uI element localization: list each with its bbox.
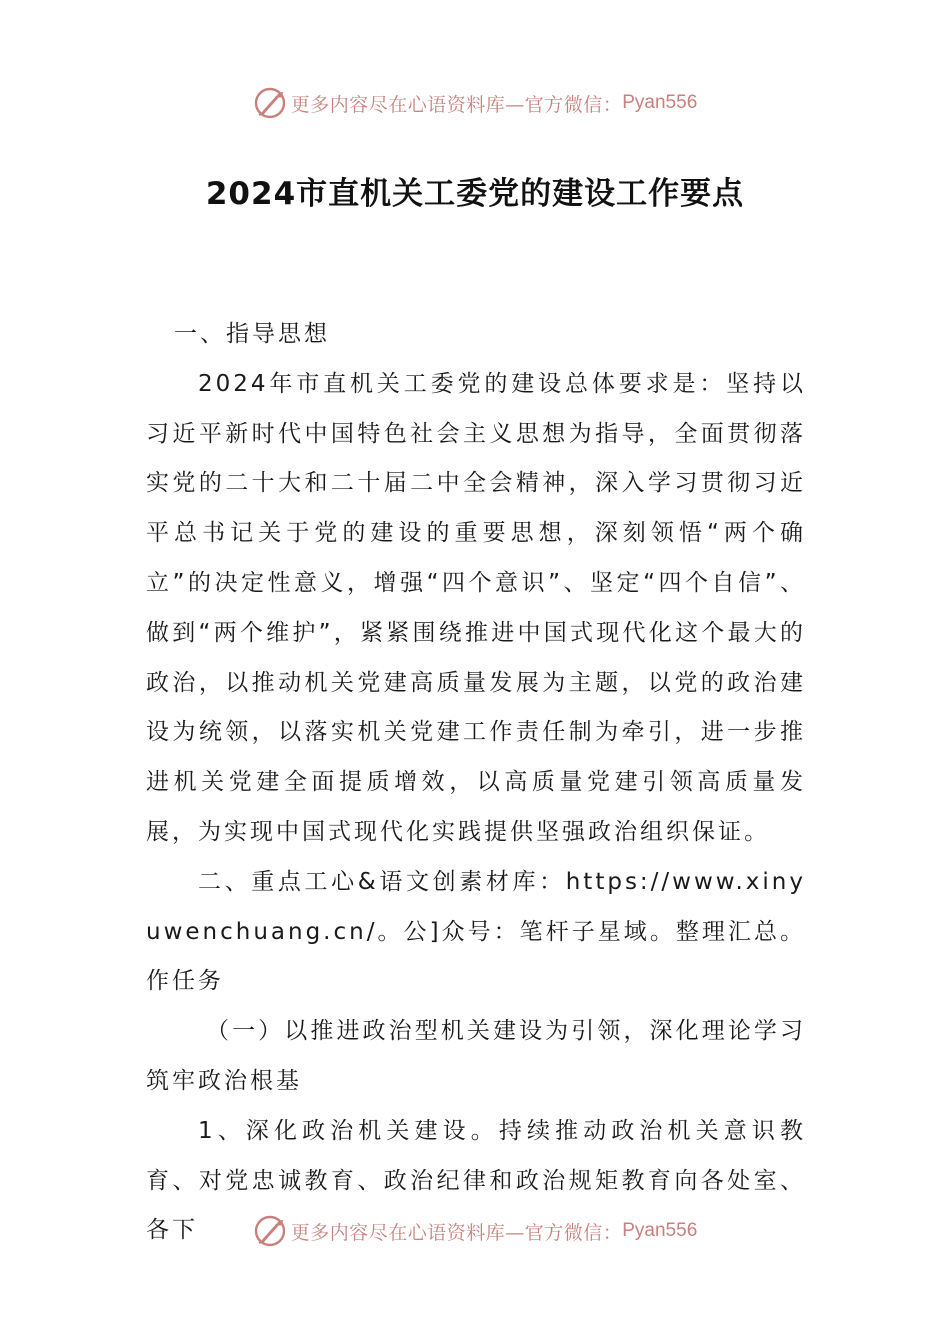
paragraph-general-requirements: 2024年市直机关工委党的建设总体要求是：坚持以习近平新时代中国特色社会主义思想为指导，全面贯彻落实党的二十大和二十届二中全会精神，深入学习贯彻习近平总书记关于党的建设的重要思想，深刻领悟“两个确立”的决定性意义，增强“四个意识”、坚定“四个自信”、做到“两个维护”，紧紧围绕推进中国式现代化这个最大的政治，以推动机关党建高质量发展为主题，以党的政治建设为统领，以落实机关党建工作责任制为牵引，进一步推进机关党建全面提质增效，以高质量党建引领高质量发展，为实现中国式现代化实践提供坚强政治组织保证。	[146, 370, 806, 845]
watermark-wechat-id: Pyan556	[622, 92, 698, 113]
section-heading-key-tasks: 二、重点工心&语文创素材库：https://www.xinyuwenchuang.cn/。公]众号：笔杆子星域。整理汇总。作任务	[146, 868, 806, 995]
watermark-wechat-id: Pyan556	[622, 1220, 698, 1241]
footer-watermark	[0, 1209, 950, 1253]
watermark-text: 更多内容尽在心语资料库—官方微信：	[290, 1221, 623, 1244]
document-title: 2024市直机关工委党的建设工作要点	[205, 176, 745, 212]
watermark-text: 更多内容尽在心语资料库—官方微信：	[290, 93, 623, 116]
quill-logo-icon	[253, 86, 287, 120]
header-watermark	[0, 81, 950, 125]
document-body	[146, 310, 806, 1256]
subsection-heading-political-organ: （一）以推进政治型机关建设为引领，深化理论学习筑牢政治根基	[146, 1018, 806, 1094]
paragraph-item-1: 1、深化政治机关建设。持续推动政治机关意识教育、对党忠诚教育、政治纪律和政治规矩教育向各处室、各下	[146, 1117, 806, 1244]
quill-logo-icon	[253, 1214, 287, 1248]
section-heading-guiding-ideology: 一、指导思想	[174, 321, 330, 347]
